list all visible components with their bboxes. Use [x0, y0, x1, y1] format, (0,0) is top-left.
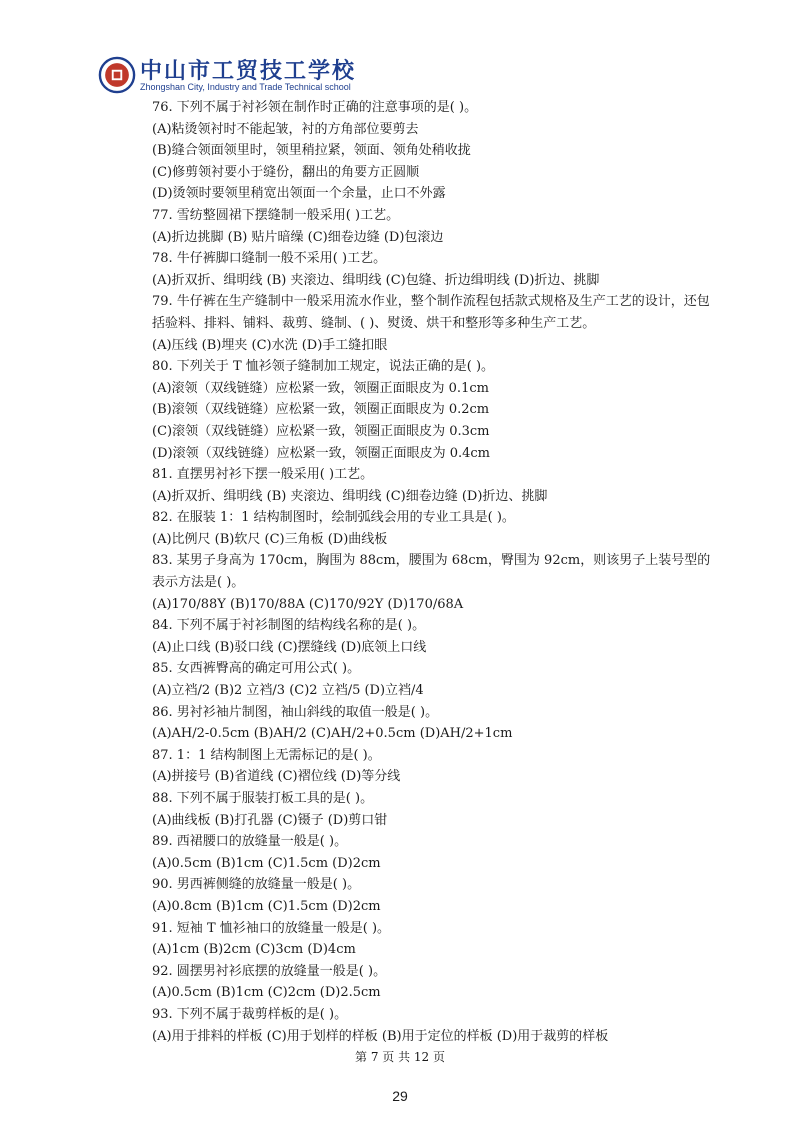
q88-options: (A)曲线板 (B)打孔器 (C)镊子 (D)剪口钳: [152, 812, 388, 828]
question-84: 84. 下列不属于衬衫制图的结构线名称的是( )。: [152, 618, 426, 634]
q76-option-b: (B)缝合领面领里时，领里稍拉紧，领面、领角处稍收拢: [152, 143, 471, 159]
q80-option-d: (D)滚领（双线链缝）应松紧一致，领圈正面眼皮为 0.4cm: [152, 445, 490, 461]
page-info: 第 7 页 共 12 页: [355, 1050, 445, 1064]
question-79: 79. 牛仔裤在生产缝制中一般采用流水作业，整个制作流程包括款式规格及生产工艺的设计，还包括验料、排料、铺料、裁剪、缝制、( )、熨烫、烘干和整形等多种生产工艺。: [152, 294, 710, 331]
question-92: 92. 圆摆男衬衫底摆的放缝量一般是( )。: [152, 963, 387, 979]
q78-options: (A)折双折、缉明线 (B) 夹滚边、缉明线 (C)包缝、折边缉明线 (D)折边、挑脚: [152, 272, 600, 288]
question-90: 90. 男西裤侧缝的放缝量一般是( )。: [152, 877, 361, 893]
question-87: 87. 1：1 结构制图上无需标记的是( )。: [152, 747, 381, 763]
school-seal-logo: [98, 56, 136, 94]
q86-options: (A)AH/2-0.5cm (B)AH/2 (C)AH/2+0.5cm (D)AH/2+1cm: [152, 726, 513, 742]
q92-options: (A)0.5cm (B)1cm (C)2cm (D)2.5cm: [152, 985, 381, 1001]
q81-options: (A)折双折、缉明线 (B) 夹滚边、缉明线 (C)细卷边缝 (D)折边、挑脚: [152, 488, 548, 504]
q77-options: (A)折边挑脚 (B) 贴片暗缲 (C)细卷边缝 (D)包滚边: [152, 229, 444, 245]
q76-option-d: (D)烫领时要领里稍宽出领面一个余量，止口不外露: [152, 186, 446, 202]
question-89: 89. 西裙腰口的放缝量一般是( )。: [152, 834, 348, 850]
question-91: 91. 短袖 T 恤衫袖口的放缝量一般是( )。: [152, 920, 391, 936]
school-header: [98, 52, 358, 100]
school-name-cn: 中山市工贸技工学校: [140, 59, 357, 84]
question-88: 88. 下列不属于服装打板工具的是( )。: [152, 791, 374, 806]
q76-option-a: (A)粘烫领衬时不能起皱，衬的方角部位要剪去: [152, 121, 419, 137]
question-78: 78. 牛仔裤脚口缝制一般不采用( )工艺。: [152, 251, 387, 267]
q85-options: (A)立裆/2 (B)2 立裆/3 (C)2 立裆/5 (D)立裆/4: [152, 683, 424, 699]
question-76: 76. 下列不属于衬衫领在制作时正确的注意事项的是( )。: [152, 100, 478, 115]
question-80: 80. 下列关于 T 恤衫领子缝制加工规定，说法正确的是( )。: [152, 359, 495, 375]
q83-options: (A)170/88Y (B)170/88A (C)170/92Y (D)170/68A: [152, 596, 464, 612]
q80-option-b: (B)滚领（双线链缝）应松紧一致，领圈正面眼皮为 0.2cm: [152, 402, 490, 418]
q82-options: (A)比例尺 (B)软尺 (C)三角板 (D)曲线板: [152, 531, 388, 547]
q89-options: (A)0.5cm (B)1cm (C)1.5cm (D)2cm: [152, 855, 381, 871]
q87-options: (A)拼接号 (B)省道线 (C)褶位线 (D)等分线: [152, 769, 401, 785]
q80-option-c: (C)滚领（双线链缝）应松紧一致，领圈正面眼皮为 0.3cm: [152, 423, 490, 439]
q76-option-c: (C)修剪领衬要小于缝份，翻出的角要方正圆顺: [152, 164, 420, 180]
q90-options: (A)0.8cm (B)1cm (C)1.5cm (D)2cm: [152, 898, 381, 914]
question-81: 81. 直摆男衬衫下摆一般采用( )工艺。: [152, 467, 374, 483]
question-82: 82. 在服装 1：1 结构制图时，绘制弧线会用的专业工具是( )。: [152, 510, 515, 526]
question-77: 77. 雪纺整圆裙下摆缝制一般采用( )工艺。: [152, 207, 400, 223]
q79-options: (A)压线 (B)埋夹 (C)水洗 (D)手工缝扣眼: [152, 337, 388, 353]
question-85: 85. 女西裤臀高的确定可用公式( )。: [152, 661, 361, 677]
exam-content: [152, 97, 712, 1047]
school-name-en: Zhongshan City, Industry and Trade Technical school: [140, 82, 351, 92]
q84-options: (A)止口线 (B)驳口线 (C)摆缝线 (D)底领上口线: [152, 639, 427, 655]
q80-option-a: (A)滚领（双线链缝）应松紧一致，领圈正面眼皮为 0.1cm: [152, 380, 489, 396]
question-93: 93. 下列不属于裁剪样板的是( )。: [152, 1006, 348, 1022]
question-86: 86. 男衬衫袖片制图，袖山斜线的取值一般是( )。: [152, 704, 439, 720]
question-83: 83. 某男子身高为 170cm，胸围为 88cm，腰围为 68cm，臀围为 92cm，则该男子上装号型的表示方法是( )。: [152, 553, 711, 591]
q93-options: (A)用于排料的样板 (C)用于划样的样板 (B)用于定位的样板 (D)用于裁剪的样板: [152, 1028, 609, 1044]
q91-options: (A)1cm (B)2cm (C)3cm (D)4cm: [152, 942, 356, 958]
page-number: 29: [392, 1088, 408, 1104]
